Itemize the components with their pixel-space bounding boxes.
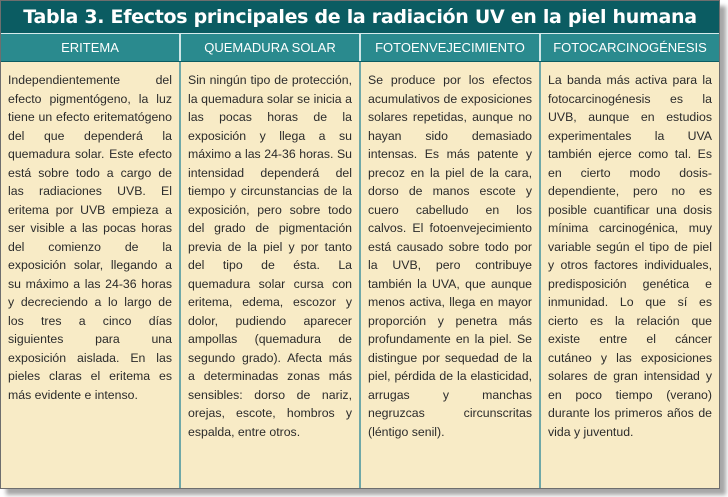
table-title: Tabla 3. Efectos principales de la radiación UV en la piel humana	[1, 1, 719, 33]
cell-quemadura-solar: Sin ningún tipo de protección, la quemadura solar se inicia a las pocas horas de la exposición y llega a su máximo a las 24-36 horas. Su intensidad dependerá del tiempo y circunstancias de la exposición, pero sobre todo del grado de pigmentación previa de la piel y por tanto del tipo de ésta. La quemadura solar cursa con eritema, edema, escozor y dolor, pudiendo aparecer ampollas (quemadura de segundo grado). Afecta más a determinadas zonas más sensibles: dorso de nariz, orejas, escote, hombros y espalda, entre otros.	[179, 62, 359, 489]
table-body	[1, 62, 719, 489]
cell-fotocarcinogenesis: La banda más activa para la fotocarcinogénesis es la UVB, aunque en estudios experimentales la UVA también ejerce como tal. Es en cierto modo dosis-dependiente, pero no es posible cuantificar una dosis mínima carcinogénica, muy variable según el tipo de piel y otros factores individuales, predisposición genética e inmunidad. Lo que sí es cierto es la relación que existe entre el cáncer cutáneo y las exposiciones solares de gran intensidad y en poco tiempo (verano) durante los primeros años de vida y juventud.	[539, 62, 719, 489]
header-fotoenvejecimiento: FOTOENVEJECIMIENTO	[359, 34, 539, 61]
header-eritema: ERITEMA	[61, 40, 119, 55]
cell-fotoenvejecimiento: Se produce por los efectos acumulativos de exposiciones solares repetidas, aunque no hayan sido demasiado intensas. Es más patente y precoz en la piel de la cara, dorso de manos escote y cuero cabelludo en los calvos. El fotoenvejecimiento está causado sobre todo por la UVB, pero contribuye también la UVA, que aunque menos activa, llega en mayor proporción y penetra más profundamente en la piel. Se distingue por sequedad de la piel, pérdida de la elasticidad, arrugas y manchas negruzcas circunscritas (léntigo senil).	[359, 62, 539, 489]
header-quemadura-solar: QUEMADURA SOLAR	[179, 34, 359, 61]
table-header-row	[1, 33, 719, 62]
cell-eritema: Independientemente del efecto pigmentógeno, la luz tiene un efecto eritematógeno del que dependerá la quemadura solar. Este efecto está sobre todo a cargo de las radiaciones UVB. El eritema por UVB empieza a ser visible a las pocas horas del comienzo de la exposición solar, llegando a su máximo a las 24-36 horas y decreciendo a lo largo de los tres a cinco días siguientes para una exposición aislada. En las pieles claras el eritema es más evidente e intenso.	[8, 73, 172, 402]
header-fotocarcinogenesis: FOTOCARCINOGÉNESIS	[539, 34, 719, 61]
